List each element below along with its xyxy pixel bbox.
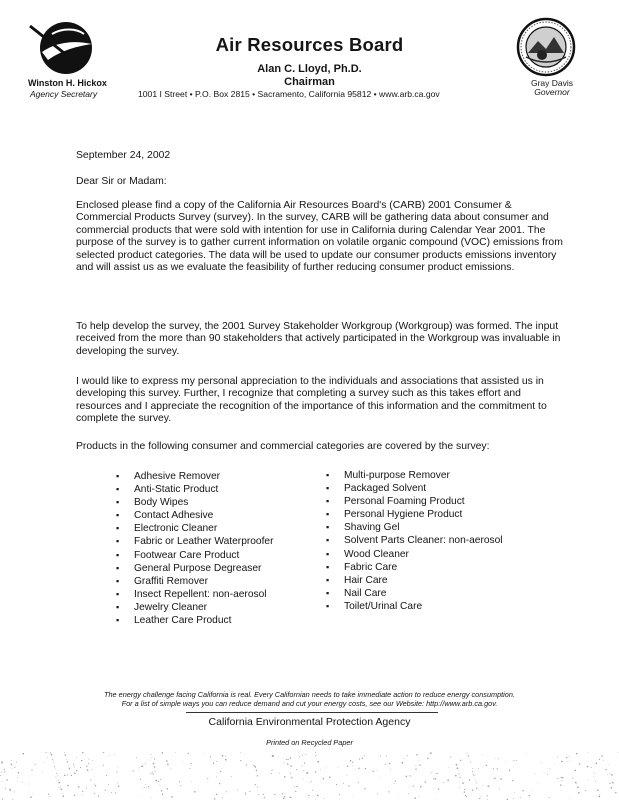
- paragraph-workgroup: To help develop the survey, the 2001 Survey Stakeholder Workgroup (Workgroup) was formed. The input received from the more than 90 stakeholders that actively participated in the Workgroup was invaluable in developing the survey.: [76, 321, 561, 357]
- chairman-name: Alan C. Lloyd, Ph.D.: [257, 63, 362, 75]
- list-item: ▪ Anti-Static Product: [116, 483, 273, 496]
- list-item: ▪ Adhesive Remover: [116, 470, 273, 483]
- list-item: ▪ Electronic Cleaner: [116, 522, 273, 535]
- list-item: ▪ Graffiti Remover: [116, 575, 273, 588]
- list-item: ▪ Fabric or Leather Waterproofer: [116, 535, 273, 548]
- list-item: ▪ Footwear Care Product: [116, 549, 273, 562]
- list-item: ▪ Nail Care: [326, 587, 503, 600]
- list-item: ▪ Insect Repellent: non-aerosol: [116, 588, 273, 601]
- list-item: ▪ Shaving Gel: [326, 521, 503, 534]
- list-item: ▪ Personal Hygiene Product: [326, 508, 503, 521]
- salutation: Dear Sir or Madam:: [76, 176, 167, 187]
- footer-divider: [186, 712, 438, 713]
- list-item: ▪ Multi-purpose Remover: [326, 469, 503, 482]
- list-item: ▪ Leather Care Product: [116, 614, 273, 627]
- list-item: ▪ Body Wipes: [116, 496, 273, 509]
- paragraph-categories-intro: Products in the following consumer and commercial categories are covered by the survey:: [76, 441, 490, 452]
- product-list-left: [116, 470, 273, 627]
- governor-title: Governor: [534, 87, 570, 97]
- list-item: ▪ Toilet/Urinal Care: [326, 600, 503, 613]
- list-item: ▪ Contact Adhesive: [116, 509, 273, 522]
- paragraph-appreciation: I would like to express my personal appreciation to the individuals and associations that assisted us in developing this survey. Further, I recognize that completing a survey such as this takes effort and resources and I appreciate the recognition of the importance of this information and the commitment to complete the survey.: [76, 376, 547, 425]
- state-seal-icon: [516, 17, 576, 77]
- paragraph-purpose: Enclosed please find a copy of the California Air Resources Board's (CARB) 2001 Consumer & Commercial Products Survey (survey). In the survey, CARB will be gathering data about consumer and commercial products that were sold with intention for use in California during Calendar Year 2001. The purpose of the survey is to gather current information on volatile organic compound (VOC) emissions from selected product categories. The data will be used to update our consumer products emissions inventory and will assist us as we evaluate the feasibility of further reducing consumer product emissions.: [76, 200, 563, 274]
- energy-notice: The energy challenge facing California is real. Every Californian needs to take immediate action to reduce energy consumption.: [104, 690, 515, 699]
- footer-agency: California Environmental Protection Agency: [208, 716, 411, 728]
- letter-date: September 24, 2002: [76, 150, 171, 161]
- list-item: ▪ Solvent Parts Cleaner: non-aerosol: [326, 534, 503, 547]
- list-item: ▪ Fabric Care: [326, 561, 503, 574]
- chairman-title: Chairman: [284, 76, 335, 88]
- product-list-right: [326, 469, 503, 613]
- list-item: ▪ Wood Cleaner: [326, 548, 503, 561]
- secretary-name: Winston H. Hickox: [28, 78, 107, 88]
- list-item: ▪ Packaged Solvent: [326, 482, 503, 495]
- list-item: ▪ Jewelry Cleaner: [116, 601, 273, 614]
- organization-title: Air Resources Board: [215, 34, 404, 55]
- energy-website-notice: For a list of simple ways you can reduce demand and cut your energy costs, see our Website: http://www.arb.ca.gov.: [121, 699, 498, 708]
- recycled-paper-note: Printed on Recycled Paper: [266, 738, 353, 747]
- governor-name: Gray Davis: [530, 78, 574, 88]
- secretary-title: Agency Secretary: [30, 89, 98, 99]
- scan-speckle: [0, 752, 619, 800]
- list-item: ▪ Hair Care: [326, 574, 503, 587]
- address-line: 1001 I Street • P.O. Box 2815 • Sacramento, California 95812 • www.arb.ca.gov: [138, 89, 440, 99]
- list-item: ▪ General Purpose Degreaser: [116, 562, 273, 575]
- list-item: ▪ Personal Foaming Product: [326, 495, 503, 508]
